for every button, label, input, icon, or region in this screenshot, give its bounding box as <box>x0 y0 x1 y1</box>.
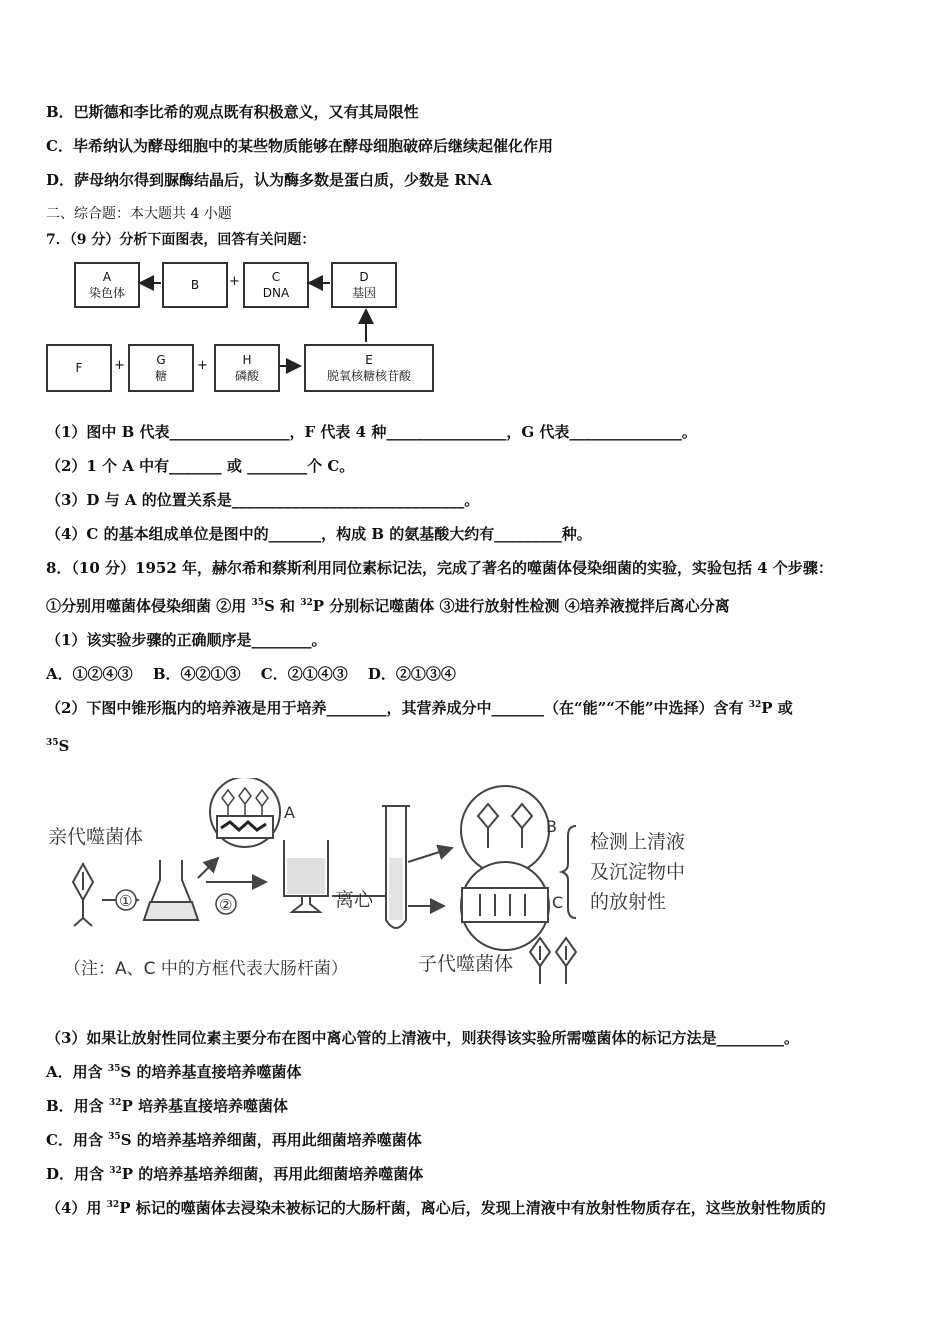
sup-32: 32 <box>109 1166 122 1176</box>
q8-sub2-cont <box>46 736 69 756</box>
box-g-text: 糖 <box>154 369 167 383</box>
figure-note: （注：A、C 中的方框代表大肠杆菌） <box>64 959 348 979</box>
sub4-text: P 标记的噬菌体去浸染未被标记的大肠杆菌，离心后，发现上清液中有放射性物质存在，这些放射性物质的 <box>119 1199 826 1217</box>
box-e-letter: E <box>365 353 373 367</box>
sup-35: 35 <box>107 1064 121 1074</box>
q8-sub1-options: A．①②④③ B．④②①③ C．②①④③ D．②①③④ <box>46 665 456 683</box>
sup-35: 35 <box>108 1132 121 1142</box>
plus-sign: + <box>114 358 125 373</box>
arrow-to-a <box>198 858 218 878</box>
detect-line1: 检测上清液 <box>590 831 686 853</box>
opt-a-text: S 的培养基直接培养噬菌体 <box>120 1063 302 1081</box>
sub2-s: S <box>58 737 70 755</box>
option-d: D．萨母纳尔得到脲酶结晶后，认为酶多数是蛋白质，少数是 RNA <box>46 171 493 189</box>
box-h-text: 磷酸 <box>234 369 259 383</box>
sup-32: 32 <box>108 1098 122 1108</box>
q7-stem: 7．（9 分）分析下面图表，回答有关问题： <box>46 232 316 248</box>
detect-line2: 及沉淀物中 <box>590 861 686 883</box>
test-tube-icon <box>382 806 410 928</box>
box-b-letter: B <box>190 278 200 292</box>
q8-opt-b <box>46 1096 288 1116</box>
opt-c-text: S 的培养基培养细菌，再用此细菌培养噬菌体 <box>120 1131 422 1149</box>
q8-opt-c <box>46 1130 422 1150</box>
plus-sign: + <box>229 274 240 289</box>
label-offspring-phage: 子代噬菌体 <box>418 953 514 975</box>
detect-line3: 的放射性 <box>590 891 667 913</box>
opt-d-prefix: D．用含 <box>46 1165 110 1183</box>
box-g-letter: G <box>156 353 166 367</box>
steps-part1: ①分别用噬菌体侵染细菌 ②用 <box>46 597 252 615</box>
sup-35: 35 <box>251 598 264 608</box>
steps-part2: S 和 <box>263 597 301 615</box>
sup-35: 35 <box>46 738 59 748</box>
q8-steps <box>46 596 730 616</box>
sub2-text: （2）下图中锥形瓶内的培养液是用于培养________，其营养成分中_______（在“能”“不能”中选择）含有 <box>46 699 749 717</box>
phage-experiment-figure <box>40 778 720 994</box>
box-d-letter: D <box>359 270 369 284</box>
opt-c-prefix: C．用含 <box>46 1131 109 1149</box>
plus-sign: + <box>197 358 208 373</box>
label-a: A <box>284 803 295 822</box>
diagram-arrows <box>0 0 950 400</box>
label-c: C <box>552 893 564 912</box>
steps-part3: P 分别标记噬菌体 ③进行放射性检测 ④培养液搅拌后离心分离 <box>312 597 730 615</box>
label-centrifuge: 离心 <box>335 889 374 911</box>
q7-sub3: （3）D 与 A 的位置关系是_______________________________。 <box>46 491 480 509</box>
label-parent-phage: 亲代噬菌体 <box>48 826 144 848</box>
option-b: B．巴斯德和李比希的观点既有积极意义，又有其局限性 <box>46 103 419 121</box>
q7-sub4: （4）C 的基本组成单位是图中的_______，构成 B 的氨基酸大约有_________种。 <box>46 525 592 543</box>
box-a-letter: A <box>102 270 112 284</box>
label-step2: ② <box>219 896 233 914</box>
section-title: 二、综合题：本大题共 4 小题 <box>46 206 232 222</box>
option-c: C．毕希纳认为酵母细胞中的某些物质能够在酵母细胞破碎后继续起催化作用 <box>46 137 553 155</box>
sub4-prefix: （4）用 <box>46 1199 107 1217</box>
sup-32: 32 <box>748 700 762 710</box>
beaker-icon <box>284 840 328 912</box>
q8-stem: 8．（10 分）1952 年，赫尔希和蔡斯利用同位素标记法，完成了著名的噬菌体侵染细菌的实验，实验包括 4 个步骤： <box>46 559 833 577</box>
parent-phage-icon <box>73 864 93 926</box>
q8-sub2 <box>46 698 793 718</box>
q7-sub1: （1）图中 B 代表________________，F 代表 4 种________________，G 代表_______________。 <box>46 423 697 441</box>
arrow-to-b <box>408 848 452 862</box>
opt-a-prefix: A．用含 <box>46 1063 108 1081</box>
circle-b <box>461 786 549 874</box>
opt-b-prefix: B．用含 <box>46 1097 109 1115</box>
opt-b-text: P 培养基直接培养噬菌体 <box>121 1097 288 1115</box>
box-d-text: 基因 <box>351 286 376 300</box>
q8-opt-a <box>46 1062 301 1082</box>
q8-sub1: （1）该实验步骤的正确顺序是________。 <box>46 631 327 649</box>
label-b: B <box>546 817 557 836</box>
q8-sub3: （3）如果让放射性同位素主要分布在图中离心管的上清液中，则获得该实验所需噬菌体的标记方法是_________。 <box>46 1029 799 1047</box>
box-e-text: 脱氧核糖核苷酸 <box>326 369 411 383</box>
box-f-letter: F <box>75 361 83 375</box>
box-a-text: 染色体 <box>88 286 125 300</box>
flask-icon <box>144 860 198 920</box>
label-step1: ① <box>119 892 133 910</box>
bacterium-box-c <box>462 888 548 922</box>
opt-d-text: P 的培养基培养细菌，再用此细菌培养噬菌体 <box>121 1165 424 1183</box>
box-c-letter: C <box>271 270 281 284</box>
q8-opt-d <box>46 1164 423 1184</box>
box-h-letter: H <box>242 353 252 367</box>
q7-sub2: （2）1 个 A 中有_______ 或 ________个 C。 <box>46 457 355 475</box>
sup-32: 32 <box>106 1200 120 1210</box>
bacterium-box-a <box>217 816 273 838</box>
q8-sub4 <box>46 1198 826 1218</box>
brace <box>562 826 576 918</box>
sub2-tail: P 或 <box>761 699 793 717</box>
box-c-text: DNA <box>262 286 290 300</box>
offspring-phage-icons <box>530 938 576 984</box>
sup-32: 32 <box>300 598 313 608</box>
